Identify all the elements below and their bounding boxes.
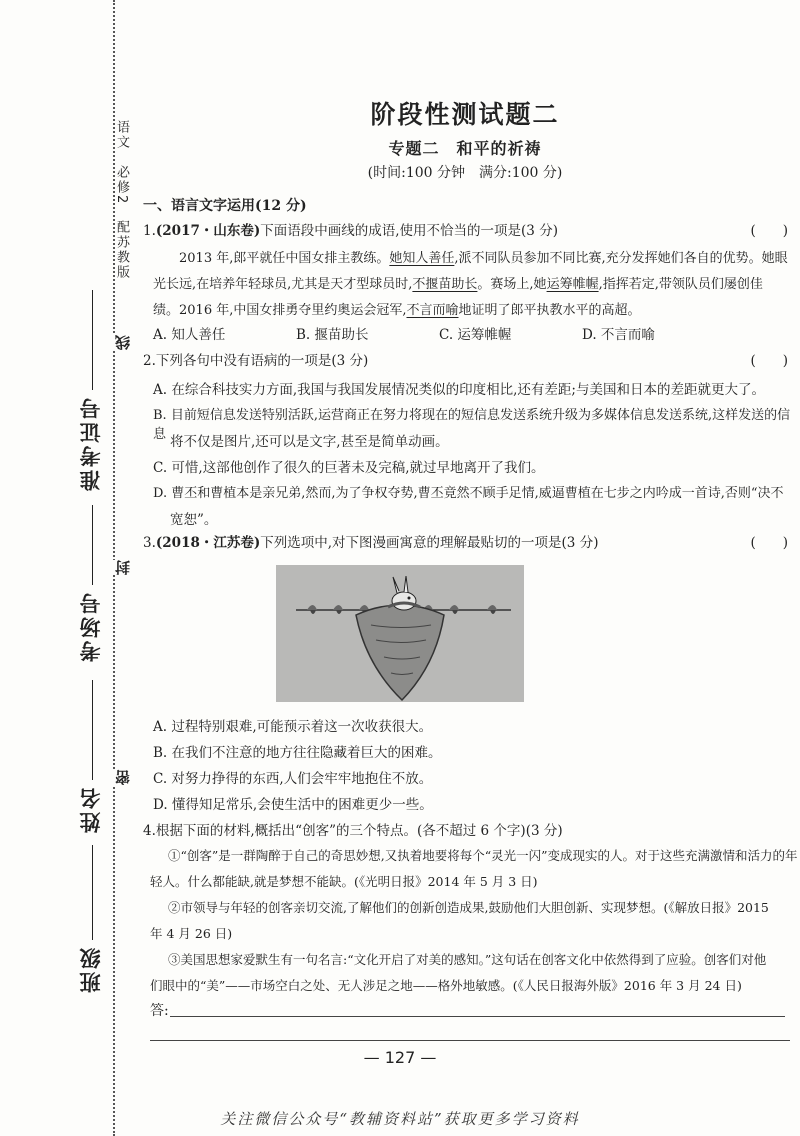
q2-stem: 下列各句中没有语病的一项是(3 分)	[155, 353, 369, 369]
q1-passage-text: 。赛场上,她	[477, 277, 547, 292]
q1-passage	[153, 246, 788, 324]
page-number: — 127 —	[363, 1048, 437, 1067]
page-subtitle: 专题二 和平的祈祷	[388, 139, 542, 158]
q2-option-b[interactable]: B. 目前短信息发送特别活跃,运营商正在努力将现在的短信息发送系统升级为多媒体信息发送系统,这样发送的信息	[153, 408, 791, 442]
question-3	[143, 530, 788, 556]
question-4	[143, 818, 788, 844]
q2-option-c[interactable]: C. 可惜,这部他创作了很久的巨著未及完稿,就过早地离开了我们。	[153, 460, 545, 476]
field-line-room-no[interactable]	[92, 505, 93, 585]
q2-option-b-cont: 将不仅是图片,还可以是文字,甚至是简单动画。	[170, 434, 449, 450]
q1-underlined-3: 运筹帷幄	[546, 277, 599, 292]
field-line-name[interactable]	[92, 680, 93, 780]
cut-mark-mi: 密	[114, 770, 132, 785]
q3-stem: 下列选项中,对下图漫画寓意的理解最贴切的一项是(3 分)	[260, 535, 599, 551]
q2-number: 2.	[143, 353, 156, 369]
cut-mark-xian: 线	[114, 335, 132, 350]
field-exam-id: 准考证号	[79, 395, 103, 491]
q4-answer-label: 答:	[150, 1003, 169, 1019]
cartoon-carrot-image	[276, 565, 524, 702]
cut-mark-feng: 封	[114, 560, 132, 575]
q4-stem: 根据下面的材料,概括出“创客”的三个特点。(各不超过 6 个字)(3 分)	[155, 823, 563, 839]
spine-label: 语文 必修2 配苏教版	[114, 120, 129, 281]
q1-passage-text: 2013 年,郎平就任中国女排主教练。	[179, 251, 390, 266]
q1-source: (2017・山东卷)	[155, 223, 261, 239]
field-line-exam-id[interactable]	[92, 290, 93, 390]
q1-number: 1.	[143, 223, 156, 239]
q4-material-2-cont: 年 4 月 26 日)	[150, 926, 233, 941]
field-name: 姓名	[79, 785, 103, 833]
q1-options	[153, 322, 793, 348]
q1-option-b[interactable]: B. 揠苗助长	[296, 327, 369, 343]
q3-number: 3.	[143, 535, 156, 551]
time-info: (时间:100 分钟 满分:100 分)	[367, 165, 563, 181]
q1-passage-text: ,派不同队员参加不同比赛,充分发挥她们各自的优势。她眼光长远,在培养年轻球员,尤其是天才型球员时,	[153, 251, 788, 292]
q4-material-1-cont: 轻人。什么都能缺,就是梦想不能缺。(《光明日报》2014 年 5 月 3 日)	[150, 874, 538, 889]
q2-option-d-cont: 宽恕”。	[170, 512, 218, 528]
q2-answer-paren[interactable]: ( )	[750, 353, 788, 369]
field-room-no: 考场号	[79, 590, 103, 662]
q4-number: 4.	[143, 823, 156, 839]
field-class: 班级	[79, 945, 103, 993]
q1-underlined-1: 她知人善任	[389, 251, 455, 266]
page-title: 阶段性测试题二	[370, 100, 560, 129]
question-1	[143, 218, 788, 244]
q4-material-1: ①“创客”是一群陶醉于自己的奇思妙想,又执着地要将每个“灵光一闪”变成现实的人。对于这些充满激情和活力的年	[168, 848, 798, 863]
q1-underlined-2: 不揠苗助长	[412, 277, 478, 292]
q3-option-c[interactable]: C. 对努力挣得的东西,人们会牢牢地抱住不放。	[153, 771, 433, 787]
q1-option-d[interactable]: D. 不言而喻	[582, 327, 655, 343]
q1-passage-text: 地证明了郎平执教水平的高超。	[458, 303, 641, 318]
q3-option-a[interactable]: A. 过程特别艰难,可能预示着这一次收获很大。	[153, 719, 433, 735]
q3-option-b[interactable]: B. 在我们不注意的地方往往隐藏着巨大的困难。	[153, 745, 442, 761]
q3-option-d[interactable]: D. 懂得知足常乐,会使生活中的困难更少一些。	[153, 797, 433, 813]
field-line-class[interactable]	[92, 845, 93, 940]
question-2	[143, 348, 788, 374]
q1-passage-text: ,指挥若定,带领队员们屡创佳绩。2016 年,中国女排勇夺里约奥运会冠军,	[153, 277, 763, 318]
footer-watermark: 关注微信公众号“教辅资料站”获取更多学习资料	[220, 1110, 580, 1128]
q2-option-a[interactable]: A. 在综合科技实力方面,我国与我国发展情况类似的印度相比,还有差距;与美国和日本的差距就更大了。	[153, 382, 765, 398]
q3-answer-paren[interactable]: ( )	[750, 535, 788, 551]
q1-underlined-4: 不言而喻	[406, 303, 459, 318]
q4-answer-field[interactable]	[170, 1016, 785, 1017]
q4-material-3: ③美国思想家爱默生有一句名言:“文化开启了对美的感知。”这句话在创客文化中依然得到了应验。创客们对他	[168, 952, 767, 967]
q1-stem: 下面语段中画线的成语,使用不恰当的一项是(3 分)	[260, 223, 558, 239]
q1-answer-paren[interactable]: ( )	[750, 223, 788, 239]
q2-option-d[interactable]: D. 曹丕和曹植本是亲兄弟,然而,为了争权夺势,曹丕竟然不顾手足情,威逼曹植在七步之内吟成一首诗,否则“决不	[153, 486, 784, 501]
binding-margin	[0, 0, 140, 1136]
footer-rule	[150, 1040, 790, 1041]
section-heading: 一、语言文字运用(12 分)	[143, 198, 307, 214]
q4-material-3-cont: 们眼中的“美”——市场空白之处、无人涉足之地——格外地敏感。(《人民日报海外版》2016 年 3 月 24 日)	[150, 978, 742, 993]
q3-source: (2018・江苏卷)	[155, 535, 261, 551]
q1-option-a[interactable]: A. 知人善任	[153, 327, 226, 343]
q4-material-2: ②市领导与年轻的创客亲切交流,了解他们的创新创造成果,鼓励他们大胆创新、实现梦想。(《解放日报》2015	[168, 900, 769, 915]
q1-option-c[interactable]: C. 运筹帷幄	[439, 327, 512, 343]
